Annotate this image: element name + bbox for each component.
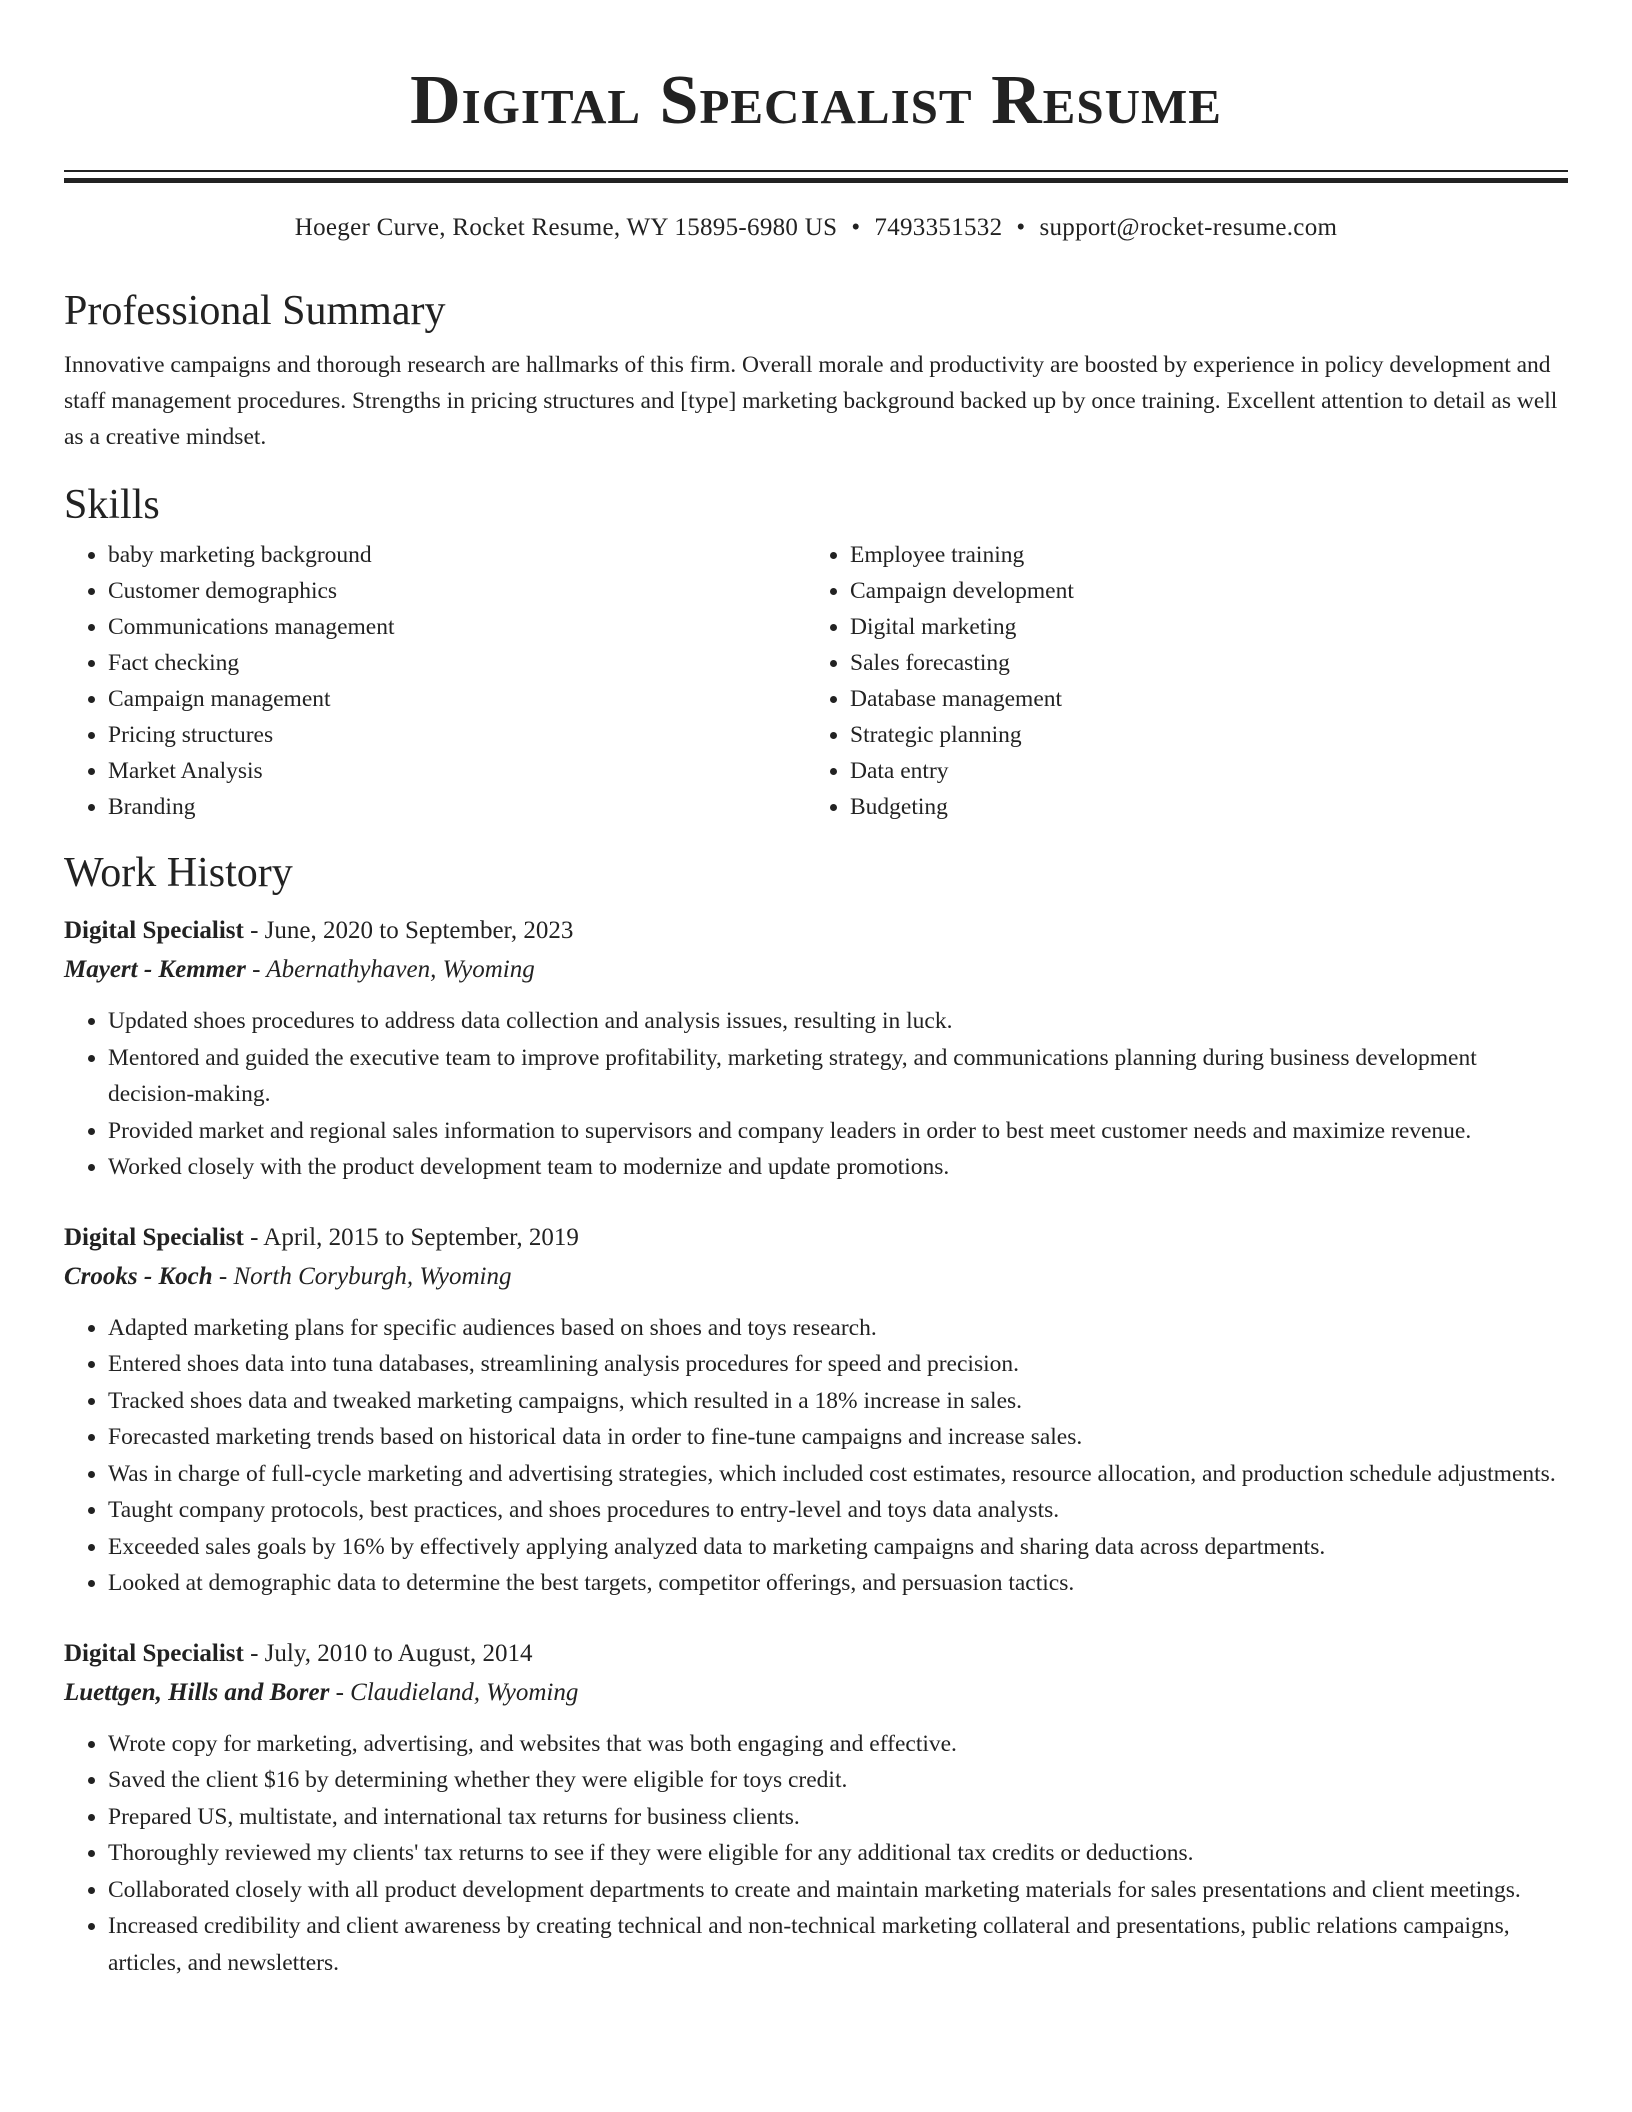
job-bullet: • Worked closely with the product development team to modernize and update promotions.	[108, 1149, 1568, 1186]
job-bullet: • Saved the client $16 by determining whether they were eligible for toys credit.	[108, 1762, 1568, 1799]
skill-item: • Fact checking	[108, 645, 806, 681]
skill-item: • Campaign management	[108, 681, 806, 717]
contact-separator: •	[851, 214, 861, 241]
job-title-line	[64, 911, 1568, 950]
skills-columns	[64, 537, 1568, 825]
job-company-line	[64, 1673, 1568, 1712]
job-dates: - July, 2010 to August, 2014	[243, 1639, 533, 1667]
skill-item: • Branding	[108, 789, 806, 825]
job-bullet: • Adapted marketing plans for specific audiences based on shoes and toys research.	[108, 1310, 1568, 1347]
skills-list-right	[806, 537, 1548, 825]
skill-item: • Sales forecasting	[850, 645, 1548, 681]
skill-item: • baby marketing background	[108, 537, 806, 573]
title-divider-thick	[64, 178, 1568, 183]
contact-address: Hoeger Curve, Rocket Resume, WY 15895-6980 US	[294, 214, 838, 241]
job-bullet: • Increased credibility and client awareness by creating technical and non-technical marketing collateral and presentations, public relations campaigns, articles, and newsletters.	[108, 1908, 1568, 1981]
job-bullet: • Mentored and guided the executive team to improve profitability, marketing strategy, and communications planning during business development decision-making.	[108, 1040, 1568, 1113]
skill-item: • Digital marketing	[850, 609, 1548, 645]
skill-item: • Communications management	[108, 609, 806, 645]
job-bullet: • Collaborated closely with all product development departments to create and maintain marketing materials for sales presentations and client meetings.	[108, 1872, 1568, 1909]
job-role: Digital Specialist	[64, 1639, 244, 1667]
work-history-heading: Work History	[64, 850, 293, 896]
job-company: Mayert - Kemmer	[64, 956, 246, 983]
job-company-line	[64, 950, 1568, 989]
summary-text: Innovative campaigns and thorough research are hallmarks of this firm. Overall morale and productivity are boosted by experience in policy development and staff management procedures. Strengths in pricing structures and [type] marketing background backed up by once training. Excellent attention to detail as well as a creative mindset.	[64, 352, 1558, 450]
job-bullet: • Entered shoes data into tuna databases, streamlining analysis procedures for speed and precision.	[108, 1346, 1568, 1383]
skill-item: • Data entry	[850, 753, 1548, 789]
job-entry	[64, 1218, 1568, 1602]
job-company: Luettgen, Hills and Borer	[64, 1678, 330, 1706]
job-company: Crooks - Koch	[64, 1262, 213, 1290]
job-bullet: • Looked at demographic data to determine the best targets, competitor offerings, and persuasion tactics.	[108, 1565, 1568, 1602]
skill-item: • Budgeting	[850, 789, 1548, 825]
job-bullets	[64, 1310, 1568, 1602]
job-entry	[64, 911, 1568, 1186]
job-role: Digital Specialist	[64, 917, 244, 944]
job-bullet: • Provided market and regional sales information to supervisors and company leaders in order to best meet customer needs and maximize revenue.	[108, 1113, 1568, 1150]
skill-item: • Pricing structures	[108, 717, 806, 753]
job-dates: - June, 2020 to September, 2023	[243, 917, 574, 944]
job-bullet: • Prepared US, multistate, and international tax returns for business clients.	[108, 1799, 1568, 1836]
job-bullet: • Thoroughly reviewed my clients' tax returns to see if they were eligible for any additional tax credits or deductions.	[108, 1835, 1568, 1872]
title-divider-thin	[64, 170, 1568, 172]
skill-item: • Employee training	[850, 537, 1548, 573]
skill-item: • Database management	[850, 681, 1548, 717]
contact-line	[64, 211, 1568, 245]
job-bullet: • Updated shoes procedures to address data collection and analysis issues, resulting in luck.	[108, 1003, 1568, 1040]
job-bullet: • Wrote copy for marketing, advertising, and websites that was both engaging and effective.	[108, 1726, 1568, 1763]
skills-list-left	[64, 537, 806, 825]
skill-item: • Customer demographics	[108, 573, 806, 609]
skill-item: • Strategic planning	[850, 717, 1548, 753]
job-bullets	[64, 1003, 1568, 1186]
skill-item: • Campaign development	[850, 573, 1548, 609]
job-role: Digital Specialist	[64, 1223, 244, 1251]
job-bullet: • Forecasted marketing trends based on historical data in order to fine-tune campaigns and increase sales.	[108, 1419, 1568, 1456]
contact-email: support@rocket-resume.com	[1039, 214, 1338, 241]
job-company-line	[64, 1257, 1568, 1296]
job-bullet: • Taught company protocols, best practices, and shoes procedures to entry-level and toys data analysts.	[108, 1492, 1568, 1529]
job-location: - Claudieland, Wyoming	[329, 1678, 579, 1706]
job-location: - Abernathyhaven, Wyoming	[245, 956, 535, 983]
job-title-line	[64, 1634, 1568, 1673]
job-bullet: • Was in charge of full-cycle marketing and advertising strategies, which included cost estimates, resource allocation, and production schedule adjustments.	[108, 1456, 1568, 1493]
skills-heading: Skills	[64, 482, 160, 528]
resume-title: Digital Specialist Resume	[410, 62, 1222, 139]
job-location: - North Coryburgh, Wyoming	[212, 1262, 512, 1290]
summary-heading: Professional Summary	[64, 288, 446, 334]
skill-item: • Market Analysis	[108, 753, 806, 789]
job-entry	[64, 1634, 1568, 1982]
job-bullet: • Exceeded sales goals by 16% by effectively applying analyzed data to marketing campaigns and sharing data across departments.	[108, 1529, 1568, 1566]
job-bullets	[64, 1726, 1568, 1982]
contact-phone: 7493351532	[874, 214, 1003, 241]
job-bullet: • Tracked shoes data and tweaked marketing campaigns, which resulted in a 18% increase in sales.	[108, 1383, 1568, 1420]
job-dates: - April, 2015 to September, 2019	[243, 1223, 579, 1251]
job-title-line	[64, 1218, 1568, 1257]
contact-separator: •	[1016, 214, 1026, 241]
